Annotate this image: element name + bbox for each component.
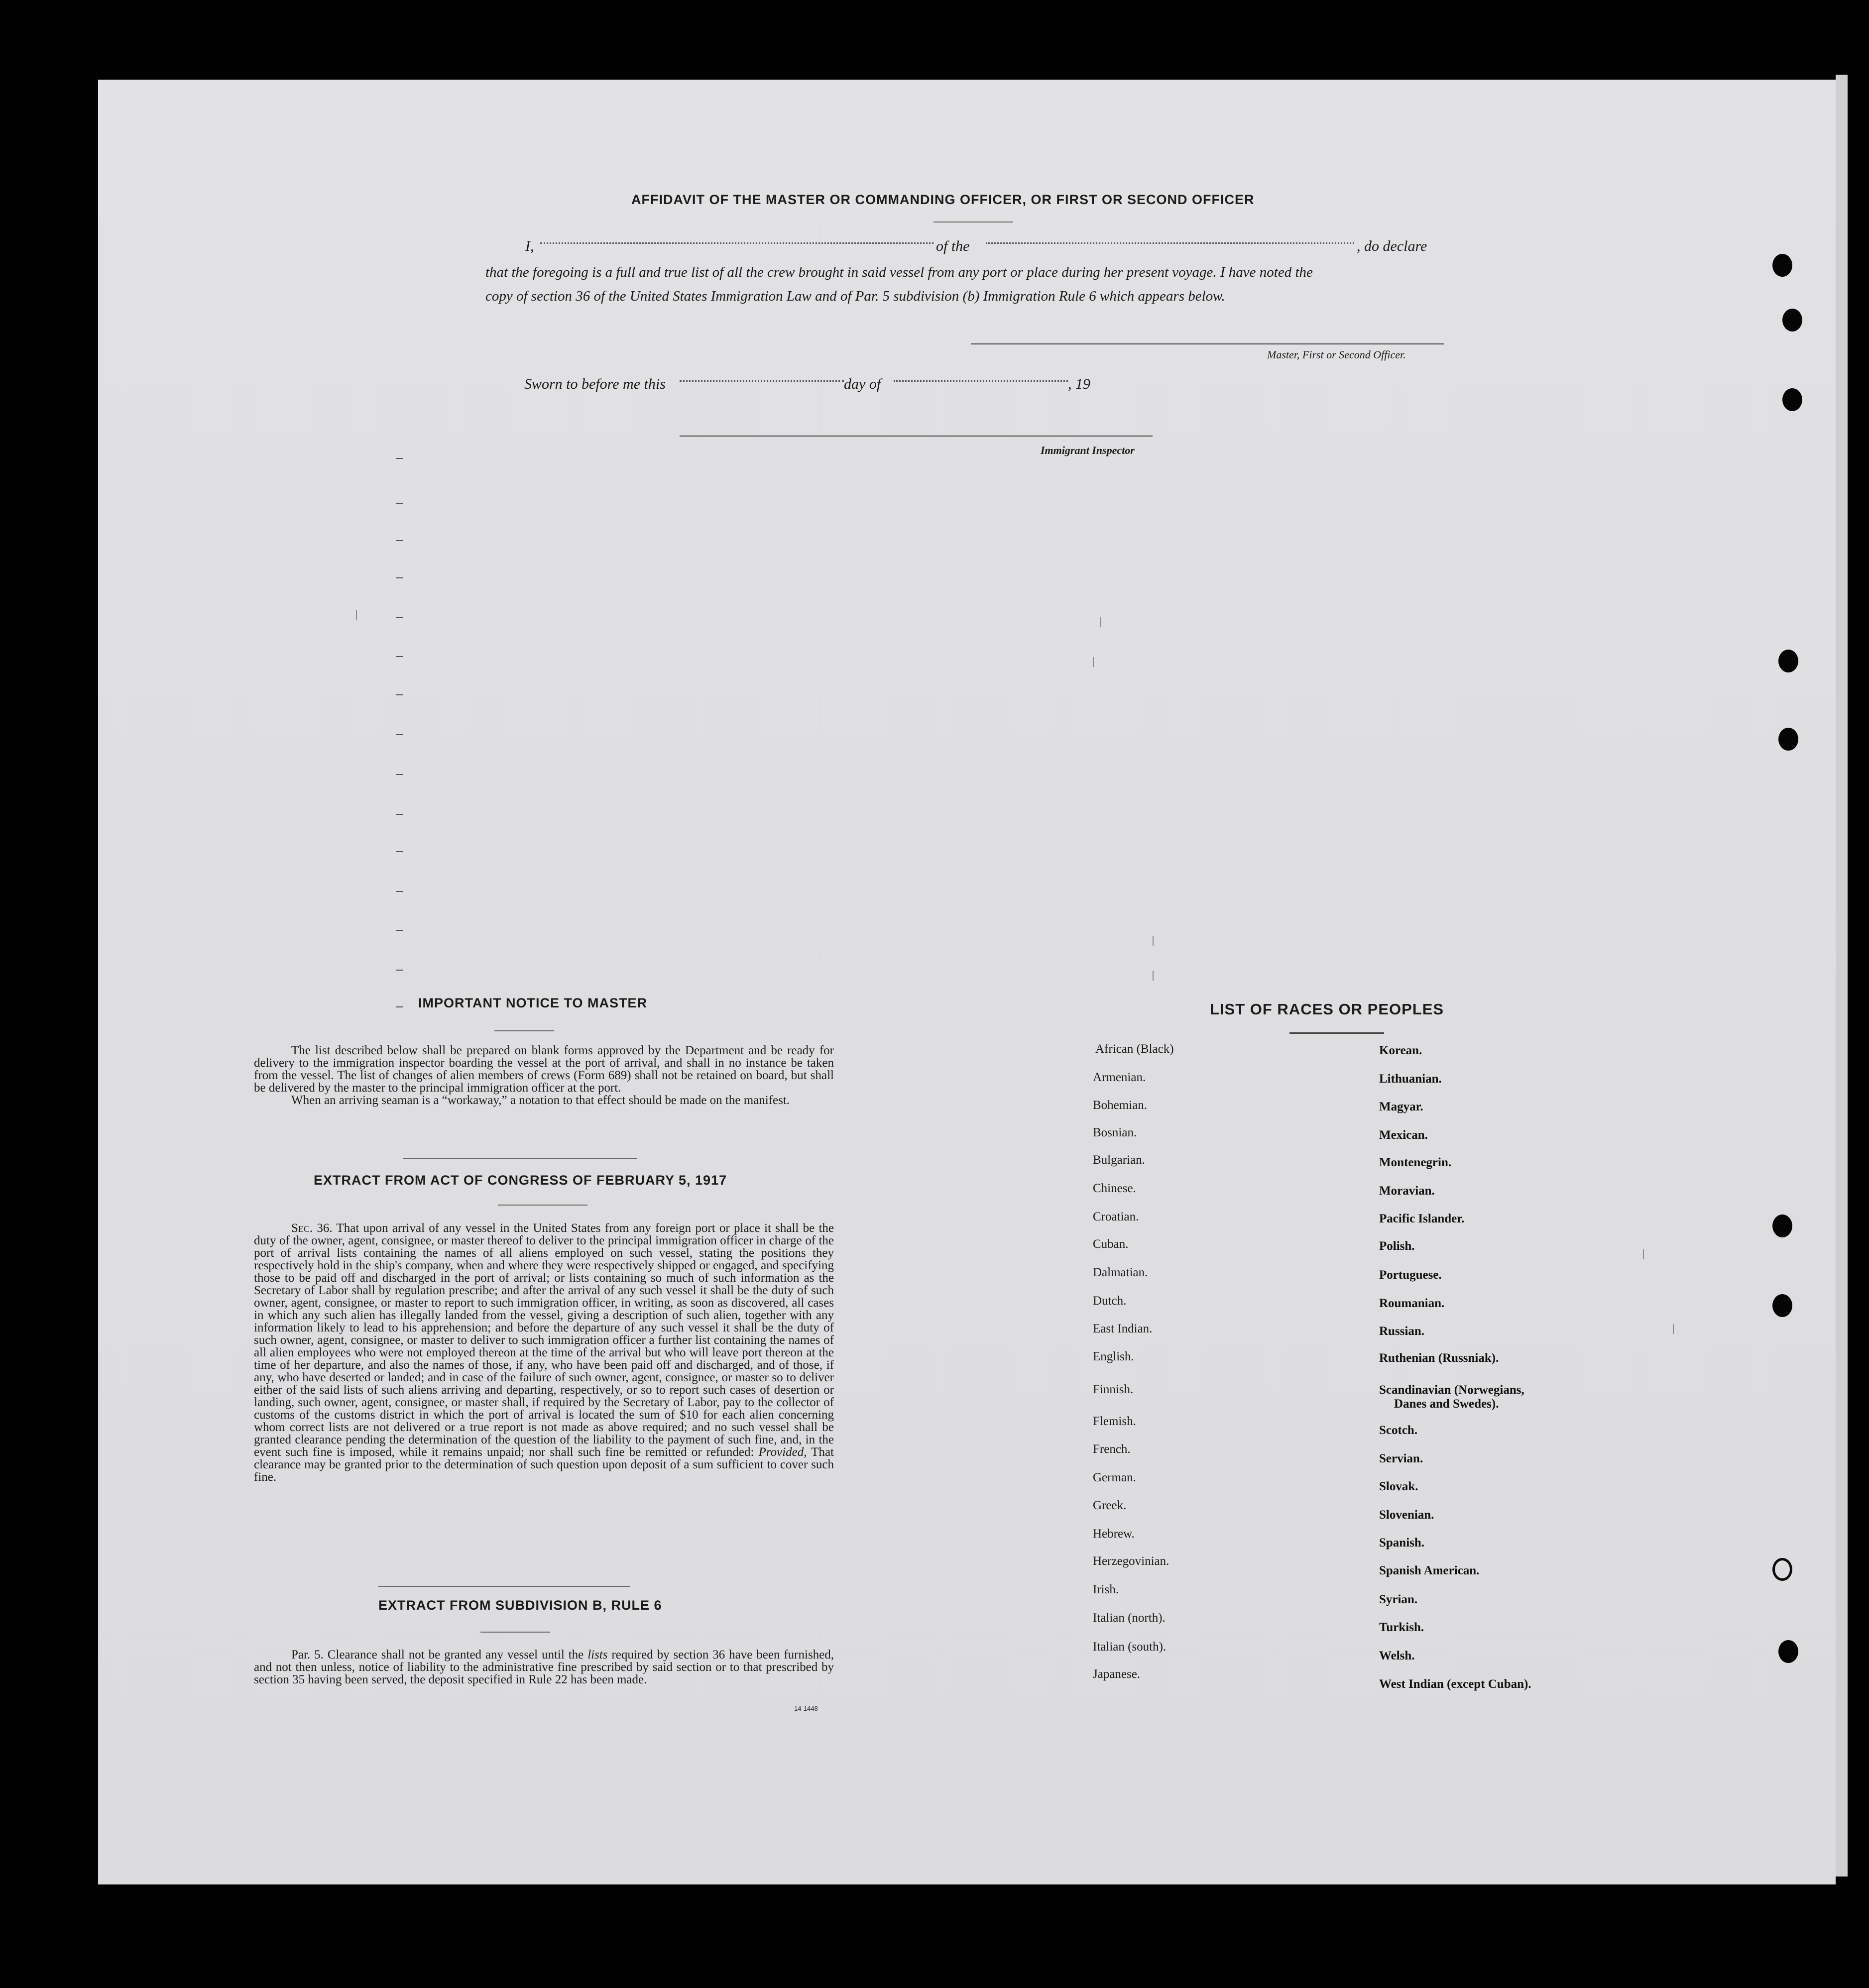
race-item: Pacific Islander. bbox=[1379, 1212, 1465, 1225]
row-dash bbox=[396, 970, 403, 971]
race-item: Italian (north). bbox=[1093, 1611, 1166, 1625]
row-dash bbox=[396, 851, 403, 852]
row-dash bbox=[396, 656, 403, 657]
notice-underline bbox=[494, 1030, 554, 1031]
notice-paragraph-2: When an arriving seaman is a “workaway,” a notation to that effect should be made on the manifest. bbox=[291, 1094, 790, 1107]
print-code: 14-1448 bbox=[794, 1705, 818, 1712]
row-dash bbox=[396, 734, 403, 735]
race-item: Irish. bbox=[1093, 1583, 1119, 1596]
race-item: Slovenian. bbox=[1379, 1508, 1434, 1522]
race-item: Montenegrin. bbox=[1379, 1156, 1452, 1169]
divider bbox=[403, 1158, 637, 1159]
affidavit-title: AFFIDAVIT OF THE MASTER OR COMMANDING OFFICER, OR FIRST OR SECOND OFFICER bbox=[631, 192, 1255, 207]
row-dash bbox=[396, 1006, 403, 1007]
year-label: , 19 bbox=[1068, 376, 1090, 392]
row-dash bbox=[396, 540, 403, 541]
race-item: East Indian. bbox=[1093, 1322, 1153, 1335]
section-36-text bbox=[254, 1222, 834, 1483]
race-item: Welsh. bbox=[1379, 1649, 1415, 1662]
row-dash bbox=[396, 503, 403, 504]
extract-act-underline bbox=[498, 1205, 587, 1206]
row-dash bbox=[396, 930, 403, 931]
race-item: Danes and Swedes). bbox=[1394, 1397, 1499, 1411]
sworn-month-field[interactable] bbox=[894, 380, 1068, 382]
race-item: English. bbox=[1093, 1350, 1134, 1363]
race-item: Dutch. bbox=[1093, 1294, 1127, 1308]
grid-tick bbox=[1093, 657, 1094, 667]
row-dash bbox=[396, 814, 403, 815]
par-5-part-b: required by section 36 have been furnished, and not then unless, notice of liability to the administrative fine prescribed by said section or to that prescribed by section 35 having been served, the deposit specified in Rule 22 has been made. bbox=[254, 1648, 834, 1686]
punch-hole bbox=[1778, 650, 1798, 672]
par-5-lists: lists bbox=[587, 1648, 608, 1661]
signature-label: Master, First or Second Officer. bbox=[1267, 348, 1406, 361]
grid-tick bbox=[356, 610, 357, 620]
divider bbox=[378, 1586, 630, 1587]
punch-hole bbox=[1782, 388, 1802, 411]
race-item: Japanese. bbox=[1093, 1667, 1141, 1681]
grid-tick bbox=[1643, 1249, 1644, 1259]
punch-hole bbox=[1772, 1558, 1792, 1581]
race-item: German. bbox=[1093, 1471, 1136, 1484]
par-5-text bbox=[254, 1649, 834, 1686]
race-item: Bulgarian. bbox=[1093, 1153, 1145, 1167]
race-item: Roumanian. bbox=[1379, 1297, 1445, 1310]
race-item: Lithuanian. bbox=[1379, 1072, 1442, 1086]
races-title: LIST OF RACES OR PEOPLES bbox=[1210, 1000, 1444, 1018]
notice-body bbox=[254, 1044, 834, 1106]
declarant-prefix: I, bbox=[525, 238, 534, 254]
inspector-signature-line[interactable] bbox=[680, 436, 1153, 437]
section-label: Sec. 36. bbox=[291, 1221, 333, 1235]
race-item: Dalmatian. bbox=[1093, 1266, 1148, 1279]
race-item: Scotch. bbox=[1379, 1424, 1418, 1437]
race-item: Mexican. bbox=[1379, 1128, 1428, 1142]
race-item: Bosnian. bbox=[1093, 1126, 1137, 1139]
race-item: Scandinavian (Norwegians, bbox=[1379, 1383, 1524, 1397]
affidavit-line3: copy of section 36 of the United States Immigration Law and of Par. 5 subdivision (b) Immigration Rule 6 which appears below. bbox=[485, 288, 1225, 304]
proviso-body: That clearance may be granted prior to the determination of such question upon deposit of a sum sufficient to cover such fine. bbox=[254, 1445, 834, 1484]
row-dash bbox=[396, 617, 403, 618]
extract-rule-underline bbox=[480, 1632, 550, 1633]
race-item: Spanish American. bbox=[1379, 1564, 1480, 1577]
sworn-day-field[interactable] bbox=[680, 380, 844, 382]
race-item: Syrian. bbox=[1379, 1593, 1418, 1606]
row-dash bbox=[396, 891, 403, 892]
grid-tick bbox=[1153, 936, 1154, 946]
punch-hole bbox=[1778, 728, 1798, 751]
row-dash bbox=[396, 694, 403, 695]
punch-hole bbox=[1772, 1294, 1792, 1317]
grid-tick bbox=[1100, 617, 1101, 627]
manifest-sheet bbox=[98, 80, 1836, 1884]
notice-paragraph-1: The list described below shall be prepared on blank forms approved by the Department and be ready for delivery to the immigration inspector boarding the vessel at the port of arrival, and shall in no instance be taken from the vessel. The list of changes of alien members of crews (Form 689) shall not be retained on board, but shall be delivered by the master to the principal immigration officer at the port. bbox=[254, 1044, 834, 1095]
vessel-name-field[interactable] bbox=[986, 242, 1354, 244]
race-item: Servian. bbox=[1379, 1452, 1423, 1465]
section-body: That upon arrival of any vessel in the United States from any foreign port or place it shall be the duty of the owner, agent, consignee, or master thereof to deliver to the principal immigration officer in charge of the port of arrival lists containing the names of all aliens employed on such vessel, stating the positions they respectively hold in the ship's company, when and where they were respectively shipped or engaged, and specifying those to be paid off and discharged in the port of arrival; or lists containing so much of such information as the Secretary of Labor shall by regulation prescribe; and after the arrival of any such vessel it shall be the duty of such owner, agent, consignee, or master to report to such immigration officer, in writing, as soon as discovered, all cases in which any such alien has illegally landed from the vessel, giving a description of such alien, together with any information likely to lead to his apprehension; and before the departure of any such vessel it shall be the duty of such owner, agent, consignee, or master to deliver to such immigration officer a further list containing the names of all alien employees who were not employed thereon at the time of the arrival but who will leave port thereon at the time of her departure, and also the names of those, if any, who have been paid off and discharged, and of those, if any, who have deserted or landed; and in case of the failure of such owner, agent, consignee, or master so to deliver either of the said lists of such aliens arriving and departing, respectively, or so to report such cases of desertion or landing, such owner, agent, consignee, or master shall, if required by the Secretary of Labor, pay to the collector of customs of the customs district in which the port of arrival is located the sum of $10 for each alien concerning whom correct lists are not delivered or a true report is not made as above required; and no such vessel shall be granted clearance pending the determination of the question of the liability to the payment of such fine, and, in the event such fine is imposed, while it remains unpaid; nor shall such fine be remitted or refunded: bbox=[254, 1221, 834, 1459]
punch-hole bbox=[1778, 1640, 1798, 1663]
race-item: Slovak. bbox=[1379, 1480, 1418, 1493]
race-item: Finnish. bbox=[1093, 1383, 1134, 1396]
sworn-line bbox=[485, 373, 1133, 396]
proviso-label: Provided, bbox=[758, 1445, 807, 1459]
race-item: Italian (south). bbox=[1093, 1640, 1167, 1654]
inspector-label: Immigrant Inspector bbox=[1041, 444, 1135, 456]
race-item: Bohemian. bbox=[1093, 1099, 1148, 1112]
race-item: African (Black) bbox=[1095, 1042, 1174, 1056]
sheet-edge bbox=[1836, 75, 1848, 1877]
notice-title: IMPORTANT NOTICE TO MASTER bbox=[418, 995, 647, 1010]
race-item: Hebrew. bbox=[1093, 1527, 1135, 1541]
day-of-label: day of bbox=[844, 376, 881, 392]
race-item: Korean. bbox=[1379, 1044, 1422, 1057]
extract-rule-title: EXTRACT FROM SUBDIVISION B, RULE 6 bbox=[378, 1598, 662, 1613]
of-the-label: of the bbox=[936, 238, 970, 254]
par-5-part-a: Par. 5. Clearance shall not be granted any vessel until the bbox=[291, 1648, 584, 1661]
race-item: Chinese. bbox=[1093, 1182, 1136, 1195]
race-item: Armenian. bbox=[1093, 1071, 1146, 1084]
row-dash bbox=[396, 458, 403, 459]
race-item: Turkish. bbox=[1379, 1621, 1424, 1634]
affidavit-line2: that the foregoing is a full and true list of all the crew brought in said vessel from any port or place during her present voyage. I have noted the bbox=[485, 264, 1313, 280]
race-item: Portuguese. bbox=[1379, 1268, 1442, 1282]
race-item: Moravian. bbox=[1379, 1184, 1435, 1198]
grid-tick bbox=[1153, 971, 1154, 981]
race-item: Ruthenian (Russniak). bbox=[1379, 1351, 1499, 1365]
race-item: Herzegovinian. bbox=[1093, 1554, 1169, 1568]
signature-line[interactable] bbox=[971, 343, 1444, 344]
row-dash bbox=[396, 577, 403, 578]
row-dash bbox=[396, 774, 403, 775]
race-item: Cuban. bbox=[1093, 1237, 1129, 1251]
race-item: West Indian (except Cuban). bbox=[1379, 1677, 1531, 1691]
do-declare-label: , do declare bbox=[1357, 238, 1427, 254]
declarant-name-field[interactable] bbox=[540, 242, 934, 244]
races-underline bbox=[1289, 1032, 1384, 1034]
sworn-prefix: Sworn to before me this bbox=[524, 376, 666, 392]
extract-act-title: EXTRACT FROM ACT OF CONGRESS OF FEBRUARY 5, 1917 bbox=[314, 1173, 727, 1188]
race-item: Croatian. bbox=[1093, 1210, 1139, 1223]
race-item: French. bbox=[1093, 1442, 1131, 1456]
race-item: Magyar. bbox=[1379, 1100, 1423, 1113]
affidavit-line1 bbox=[485, 235, 1451, 258]
race-item: Russian. bbox=[1379, 1325, 1425, 1338]
punch-hole bbox=[1772, 1215, 1792, 1237]
grid-tick bbox=[1673, 1324, 1674, 1334]
punch-hole bbox=[1772, 254, 1792, 277]
race-item: Spanish. bbox=[1379, 1536, 1425, 1549]
race-item: Greek. bbox=[1093, 1499, 1127, 1512]
punch-hole bbox=[1782, 309, 1802, 331]
title-underline bbox=[934, 221, 1013, 222]
race-item: Flemish. bbox=[1093, 1415, 1136, 1428]
race-item: Polish. bbox=[1379, 1239, 1415, 1253]
